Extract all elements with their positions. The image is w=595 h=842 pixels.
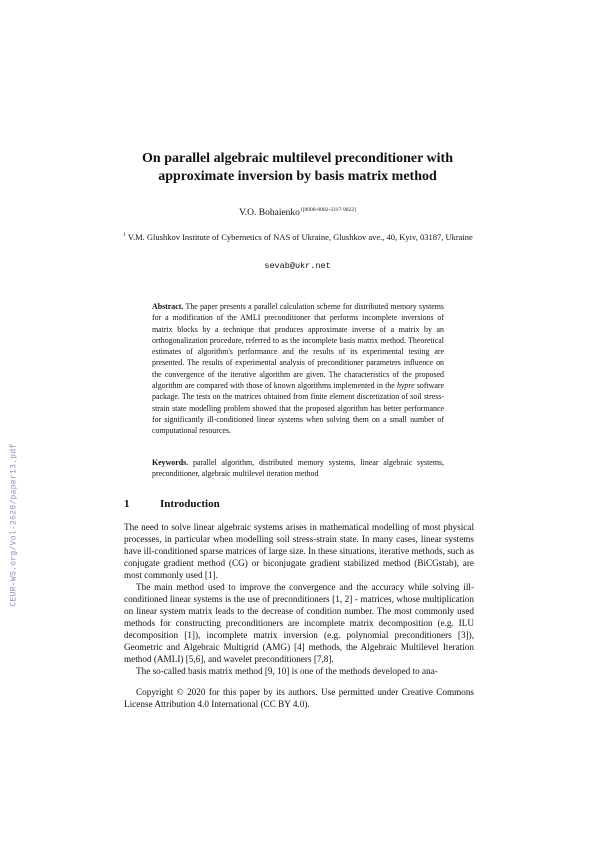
affiliation-marker: 1 bbox=[123, 232, 126, 238]
copyright-notice bbox=[124, 686, 474, 710]
author-line bbox=[120, 207, 475, 218]
author-orcid: 1[0000-0002-3317-9022] bbox=[299, 207, 356, 213]
keywords-label: Keywords. bbox=[152, 458, 189, 467]
copyright-text: Copyright © 2020 for this paper by its authors. Use permitted under Creative Commons License Attribution 4.0 International (CC BY 4.0). bbox=[124, 687, 474, 709]
keywords-text: parallel algorithm, distributed memory systems, linear algebraic systems, preconditioner, algebraic multilevel iteration method bbox=[152, 458, 444, 479]
abstract-label: Abstract. bbox=[152, 302, 184, 311]
abstract-hypre: hypre bbox=[396, 381, 415, 391]
abstract bbox=[152, 301, 444, 437]
affiliation-text: V.M. Glushkov Institute of Cybernetics of NAS of Ukraine, Glushkov ave., 40, Kyiv, 03187, Ukraine bbox=[127, 231, 473, 242]
paper-title bbox=[120, 150, 475, 186]
author-name: V.O. Bohaienko bbox=[239, 208, 300, 219]
section-heading bbox=[124, 498, 474, 510]
paragraph-3: The so-called basis matrix method [9, 10] is one of the methods developed to ana- bbox=[136, 666, 438, 676]
title-line-1: On parallel algebraic multilevel preconditioner with bbox=[142, 151, 453, 166]
author-email: sevab@ukr.net bbox=[264, 261, 331, 271]
section-title: Introduction bbox=[160, 498, 220, 510]
abstract-text-1: The paper presents a parallel calculation scheme for distributed memory systems for a modification of the AMLI preconditioner that performs incomplete inversions of matrix blocks by a technique that produces approximate inverse of a matrix by an orthogonalization procedure, referred to as the incomplete basis matrix method. Theoretical estimates of algorithm's performance and the results of its experimental testing are presented. The results of experimental analysis of preconditioner parameters influence on the convergence of the iterative algorithm are given. The characteristics of the proposed algorithm are compared with those of known algorithms implemented in the bbox=[152, 302, 444, 391]
section-body bbox=[124, 521, 474, 677]
affiliation bbox=[122, 229, 474, 243]
abstract-text-2: software package. The tests on the matrices obtained from finite element discretization of soil stress-strain state modelling problem showed that the proposed algorithm has better performance for significantly ill-conditioned linear systems when solving them on a small number of computational resources. bbox=[152, 381, 444, 436]
arxiv-sidebar-identifier bbox=[4, 430, 24, 620]
sidebar-id-text: CEUR-WS.org/Vol-2628/paper13.pdf bbox=[9, 443, 19, 607]
section-number: 1 bbox=[124, 498, 130, 510]
paragraph-1: The need to solve linear algebraic systems arises in mathematical modelling of most physical processes, in particular when modelling soil stress-strain state. In many cases, linear systems have ill-conditioned sparse matrices of large size. In these situations, iterative methods, such as conjugate gradient method (CG) or biconjugate gradient stabilized method (BiCGstab), are most commonly used [1]. bbox=[124, 522, 474, 580]
title-line-2: approximate inversion by basis matrix method bbox=[158, 169, 437, 184]
paragraph-2: The main method used to improve the convergence and the accuracy while solving ill-conditioned linear systems is the use of preconditioners [1, 2] - matrices, whose multiplication on linear system matrix leads to the decrease of condition number. The most commonly used methods for constructing preconditioners are incomplete matrix decomposition (e.g. ILU decomposition [1]), incomplete matrix inversion (e.g. polynomial preconditioners [3]), Geometric and Algebraic Multigrid (AMG) [4] methods, the Algebraic Multilevel Iteration method (AMLI) [5,6], and wavelet preconditioners [7,8]. bbox=[124, 582, 474, 664]
keywords bbox=[152, 457, 444, 480]
